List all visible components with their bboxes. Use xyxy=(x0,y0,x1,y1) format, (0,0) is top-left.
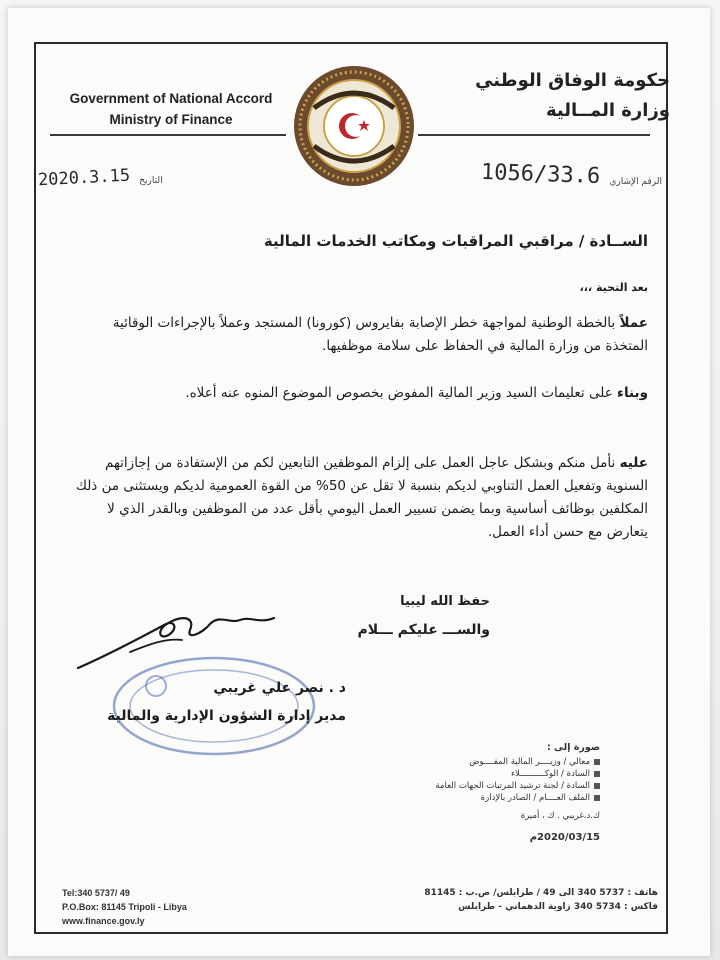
signer-title: مدير إدارة الشؤون الإدارية والمالية xyxy=(107,708,346,724)
copy-recipient-text: الملف العــــام / الصادر بالإدارة xyxy=(480,793,590,803)
footer-po-box: P.O.Box: 81145 Tripoli - Libya xyxy=(62,902,187,912)
checkbox-icon xyxy=(594,759,600,765)
arabic-gov-name: حكومة الوفاق الوطني xyxy=(475,70,670,91)
copy-recipient xyxy=(386,780,600,792)
reference-value: 1056/33.6 xyxy=(480,159,601,190)
closing-line-1: حفظ الله ليبيا xyxy=(400,594,490,609)
reference-number xyxy=(480,159,662,190)
paragraph-1-lead: عملاً xyxy=(619,315,648,331)
footer-arabic-contact xyxy=(424,886,658,914)
arabic-ministry-name: وزارة المــالية xyxy=(545,100,670,121)
footer-website: www.finance.gov.ly xyxy=(62,916,145,926)
copy-recipient-text: معالي / وزيــــر المالية المفــــوض xyxy=(469,757,590,767)
typist-initials: ك.د.غريبي . ك ، أميرة xyxy=(520,811,600,821)
copy-recipient xyxy=(386,792,600,804)
signer-name: د . نصر علي غريبي xyxy=(213,680,346,696)
english-letterhead xyxy=(56,88,286,130)
addressee: الســادة / مراقبي المراقبات ومكاتب الخدمات المالية xyxy=(263,232,648,250)
greeting: بعد التحية ،،، xyxy=(579,281,648,294)
copies-date: 2020/03/15م xyxy=(529,832,600,843)
english-gov-name: Government of National Accord xyxy=(69,91,273,106)
copy-recipient-text: السادة / الوكــــــــــلاء xyxy=(511,769,590,779)
government-seal xyxy=(292,64,416,188)
copy-recipient xyxy=(386,756,600,768)
date-value: 2020.3.15 xyxy=(37,165,131,191)
checkbox-icon xyxy=(594,795,600,801)
checkbox-icon xyxy=(594,783,600,789)
paragraph-2-lead: وبناء xyxy=(617,385,648,401)
paragraph-1 xyxy=(66,312,648,358)
paragraph-1-text: بالخطة الوطنية لمواجهة خطر الإصابة بفايروس (كورونا) المستجد وعملاً بالإجراءات الوقائية المتخذة من وزارة المالية في الحفاظ على سلامة موظفيها. xyxy=(112,315,648,354)
paragraph-3 xyxy=(66,452,648,544)
paragraph-3-lead: عليه xyxy=(619,455,648,471)
copies-title: صورة إلى : xyxy=(546,742,600,753)
footer-arabic-phone: هاتف : 5737 340 الى 49 / طرابلس/ ص.ب : 81145 xyxy=(424,888,658,898)
english-ministry-name: Ministry of Finance xyxy=(109,112,233,127)
copy-recipient-text: السادة / لجنة ترشيد المرتبات الجهات العامة xyxy=(435,781,590,791)
paragraph-2-text: على تعليمات السيد وزير المالية المفوض بخصوص الموضوع المنوه عنه أعلاه. xyxy=(185,385,618,401)
footer-english-contact xyxy=(62,886,187,928)
reference-label: الرقم الإشاري xyxy=(609,177,662,187)
footer-arabic-fax: فاكس : 5734 340 زاوية الدهماني - طرابلس xyxy=(458,902,658,912)
checkbox-icon xyxy=(594,771,600,777)
header-rule-right xyxy=(418,134,650,136)
arabic-letterhead xyxy=(440,66,670,126)
closing-line-2: والســـ عليكم ـــلام xyxy=(357,622,490,638)
copy-recipient xyxy=(386,768,600,780)
date-label: التاريخ xyxy=(139,176,163,186)
paragraph-2 xyxy=(66,382,648,405)
copies-list xyxy=(386,742,600,844)
footer-phone: Tel:340 5737/ 49 xyxy=(62,888,130,898)
office-stamp xyxy=(104,646,344,766)
letter-date xyxy=(37,165,163,191)
paragraph-3-text: نأمل منكم وبشكل عاجل العمل على إلزام الموظفين التابعين لكم من الإستفادة من إجازاتهم السنوية وتفعيل العمل التناوبي لديكم بنسبة لا تقل عن 50% من القوة العمومية لديكم ويستثنى من ذلك المكلفين بوظائف أساسية وبما يضمن تسيير العمل اليومي بأقل عدد من الموظفين وبالقدر الذي لا يتعارض مع حسن أداء العمل. xyxy=(75,455,648,540)
header-rule-left xyxy=(50,134,286,136)
